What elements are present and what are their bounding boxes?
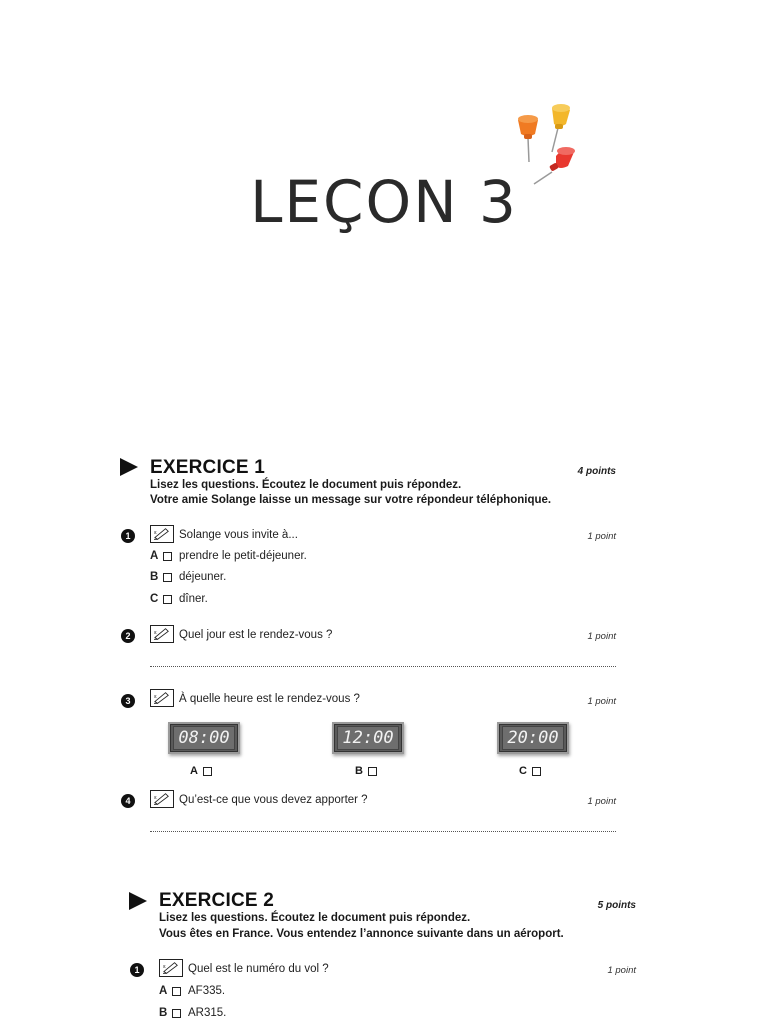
question-number: 1 [130,963,144,977]
clock-option-b[interactable] [355,765,377,777]
answer-checkbox[interactable] [163,573,172,582]
write-icon [159,959,183,977]
option-a[interactable] [159,985,225,997]
option-letter: A [150,550,159,562]
svg-text:ε: ε [154,694,157,700]
question-number: 4 [121,794,135,808]
question-number: 1 [121,529,135,543]
question-text: Solange vous invite à... [179,529,298,541]
clock-display [497,722,569,754]
lesson-title: LEÇON 3 [250,168,518,236]
question-text: Quel jour est le rendez-vous ? [179,629,333,641]
clock-time: 12:00 [337,726,399,750]
exercise1-title: EXERCICE 1 [150,457,265,478]
answer-line[interactable] [150,666,616,667]
exercise2-instruction-2: Vous êtes en France. Vous entendez l’annonce suivante dans un aéroport. [159,928,564,940]
exercise1-instruction-2: Votre amie Solange laisse un message sur votre répondeur téléphonique. [150,494,552,506]
answer-checkbox[interactable] [203,767,212,776]
clock-time: 08:00 [173,726,235,750]
exercise1-points: 4 points [577,466,616,477]
write-icon [150,689,174,707]
svg-text:ε: ε [163,964,166,970]
option-text: dîner. [179,593,208,605]
answer-checkbox[interactable] [163,552,172,561]
option-letter: B [159,1007,168,1019]
answer-checkbox[interactable] [172,1009,181,1018]
question-text: Quel est le numéro du vol ? [188,963,329,975]
option-letter: B [150,571,159,583]
question-points: 1 point [587,796,616,807]
clock-time: 20:00 [502,726,564,750]
question-points: 1 point [587,696,616,707]
option-text: prendre le petit-déjeuner. [179,550,307,562]
question-points: 1 point [587,531,616,542]
write-icon [150,790,174,808]
option-text: déjeuner. [179,571,227,583]
option-text: AR315. [188,1007,227,1019]
exercise2-points: 5 points [597,900,636,911]
question-points: 1 point [587,631,616,642]
option-letter: C [519,765,527,777]
write-icon [150,525,174,543]
option-letter: C [150,593,159,605]
answer-checkbox[interactable] [532,767,541,776]
option-letter: B [355,765,363,777]
question-text: Qu’est-ce que vous devez apporter ? [179,794,368,806]
option-b[interactable] [150,571,226,583]
question-number: 3 [121,694,135,708]
exercise-marker-icon [120,458,138,476]
push-pins-icon [508,100,588,192]
question-text: À quelle heure est le rendez-vous ? [179,693,360,705]
exercise2-instruction-1: Lisez les questions. Écoutez le document puis répondez. [159,912,471,924]
clock-display [168,722,240,754]
exercise1-instruction-1: Lisez les questions. Écoutez le document puis répondez. [150,479,462,491]
exercise-marker-icon [129,892,147,910]
exercise2-title: EXERCICE 2 [159,890,274,911]
answer-checkbox[interactable] [172,987,181,996]
answer-checkbox[interactable] [368,767,377,776]
svg-text:ε: ε [154,630,157,636]
answer-checkbox[interactable] [163,595,172,604]
svg-text:ε: ε [154,795,157,801]
svg-text:ε: ε [154,530,157,536]
option-c[interactable] [150,593,208,605]
option-text: AF335. [188,985,226,997]
question-points: 1 point [607,965,636,976]
option-b[interactable] [159,1007,226,1019]
option-letter: A [190,765,198,777]
clock-option-c[interactable] [519,765,541,777]
answer-line[interactable] [150,831,616,832]
clock-display [332,722,404,754]
question-number: 2 [121,629,135,643]
clock-option-a[interactable] [190,765,212,777]
option-a[interactable] [150,550,307,562]
write-icon [150,625,174,643]
option-letter: A [159,985,168,997]
